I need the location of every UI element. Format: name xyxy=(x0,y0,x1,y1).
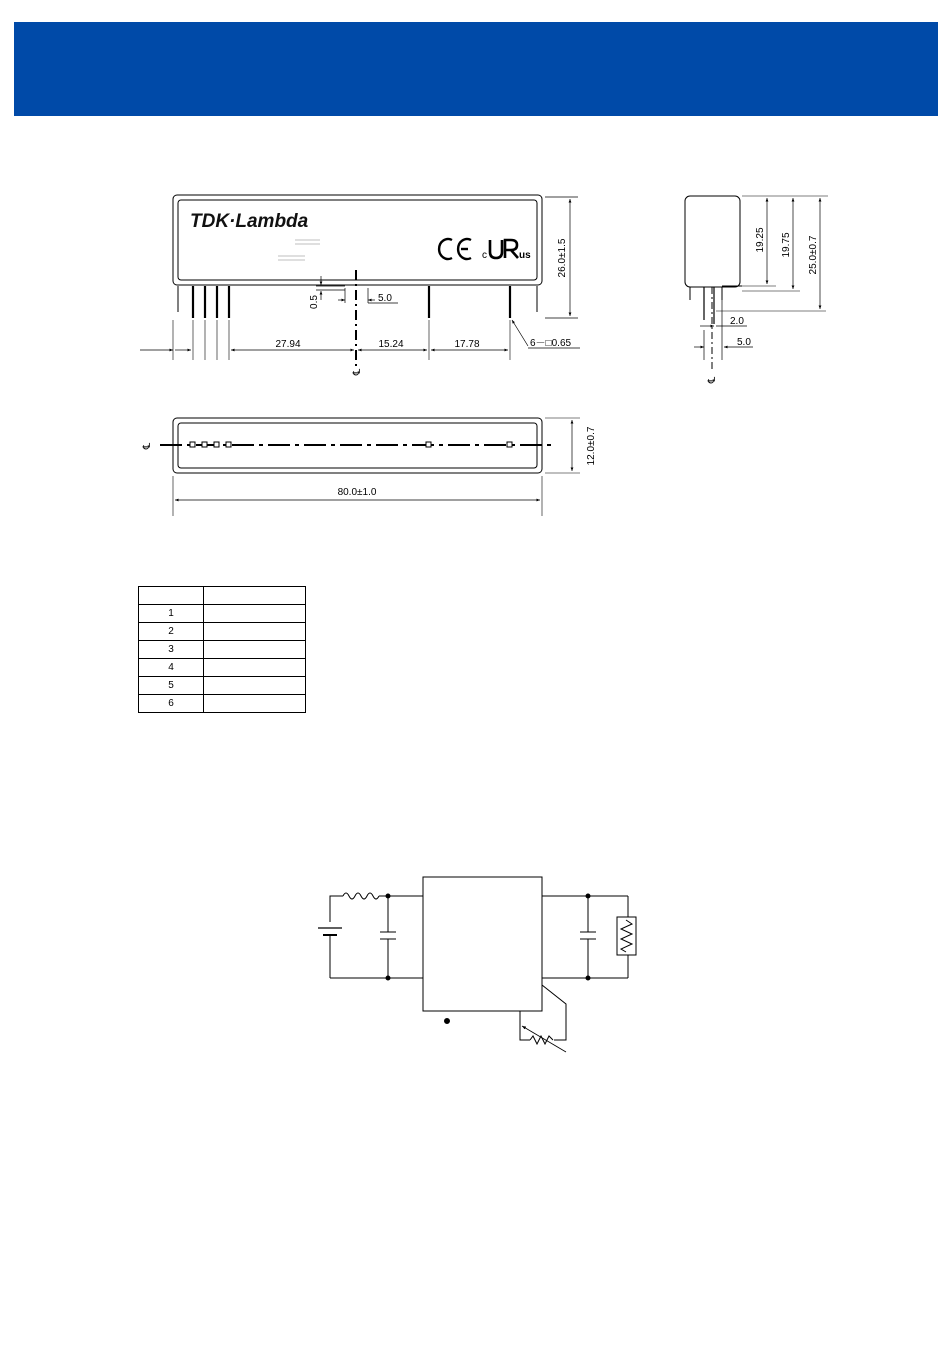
pin-function xyxy=(204,695,306,713)
bottom-view-labels xyxy=(142,426,597,498)
variable-resistor-arrow xyxy=(522,1026,566,1052)
table-row xyxy=(139,605,306,623)
ground-dot xyxy=(445,1019,450,1024)
cert-us-label: us xyxy=(519,250,531,261)
dim-a: 27.94 xyxy=(275,339,301,350)
dim-offset: 5.0 xyxy=(378,293,392,304)
centerline-front: ℄ xyxy=(352,368,363,376)
table-row xyxy=(139,677,306,695)
dim-bottom-length: 80.0±1.0 xyxy=(337,487,377,498)
pin-table-header xyxy=(139,587,306,605)
brand-logo: TDK·Lambda xyxy=(190,211,309,232)
pin-number: 3 xyxy=(139,641,204,659)
pin-function xyxy=(204,623,306,641)
dim-side-3: 25.0±0.7 xyxy=(808,235,819,275)
centerline-side: ℄ xyxy=(707,376,718,384)
pin-number: 5 xyxy=(139,677,204,695)
dim-bottom-height: 12.0±0.7 xyxy=(586,426,597,466)
pin-function xyxy=(204,605,306,623)
pin-function xyxy=(204,677,306,695)
dim-side-4: 2.0 xyxy=(730,316,744,327)
dim-side-1: 19.25 xyxy=(755,227,766,253)
dim-pin-gap: 0.5 xyxy=(309,295,320,309)
pin-function xyxy=(204,641,306,659)
load-resistor-zigzag xyxy=(621,920,632,952)
circuit-diagram xyxy=(318,877,636,1052)
dim-front-height: 26.0±1.5 xyxy=(557,238,568,278)
table-row xyxy=(139,641,306,659)
centerline-bottom: ℄ xyxy=(142,442,153,450)
trim-wire-left xyxy=(520,1011,530,1040)
table-row xyxy=(139,659,306,677)
input-wire-left xyxy=(330,896,343,922)
bottom-view xyxy=(160,418,580,516)
pin-table-header-function xyxy=(204,587,306,605)
dim-side-2: 19.75 xyxy=(781,232,792,258)
cert-c-label: c xyxy=(482,250,487,261)
side-view-labels xyxy=(707,227,819,384)
front-view-labels xyxy=(190,211,572,376)
dim-pins: 6－□0.65 xyxy=(530,338,572,349)
table-row xyxy=(139,623,306,641)
pin-number: 2 xyxy=(139,623,204,641)
pin-table xyxy=(138,586,306,713)
dim-b: 15.24 xyxy=(378,339,404,350)
dim-c: 17.78 xyxy=(454,339,480,350)
pin-table-header-pin xyxy=(139,587,204,605)
converter-block xyxy=(423,877,542,1011)
pin-function xyxy=(204,659,306,677)
pin-number: 1 xyxy=(139,605,204,623)
trim-wire-right xyxy=(542,985,566,1040)
table-row xyxy=(139,695,306,713)
side-view xyxy=(685,196,828,372)
side-body-outline xyxy=(685,196,740,287)
dim-side-5: 5.0 xyxy=(737,337,751,348)
pins xyxy=(193,286,510,318)
fuse-symbol xyxy=(343,893,379,899)
pin-number: 4 xyxy=(139,659,204,677)
pin-number: 6 xyxy=(139,695,204,713)
module-body-outline xyxy=(173,195,542,285)
